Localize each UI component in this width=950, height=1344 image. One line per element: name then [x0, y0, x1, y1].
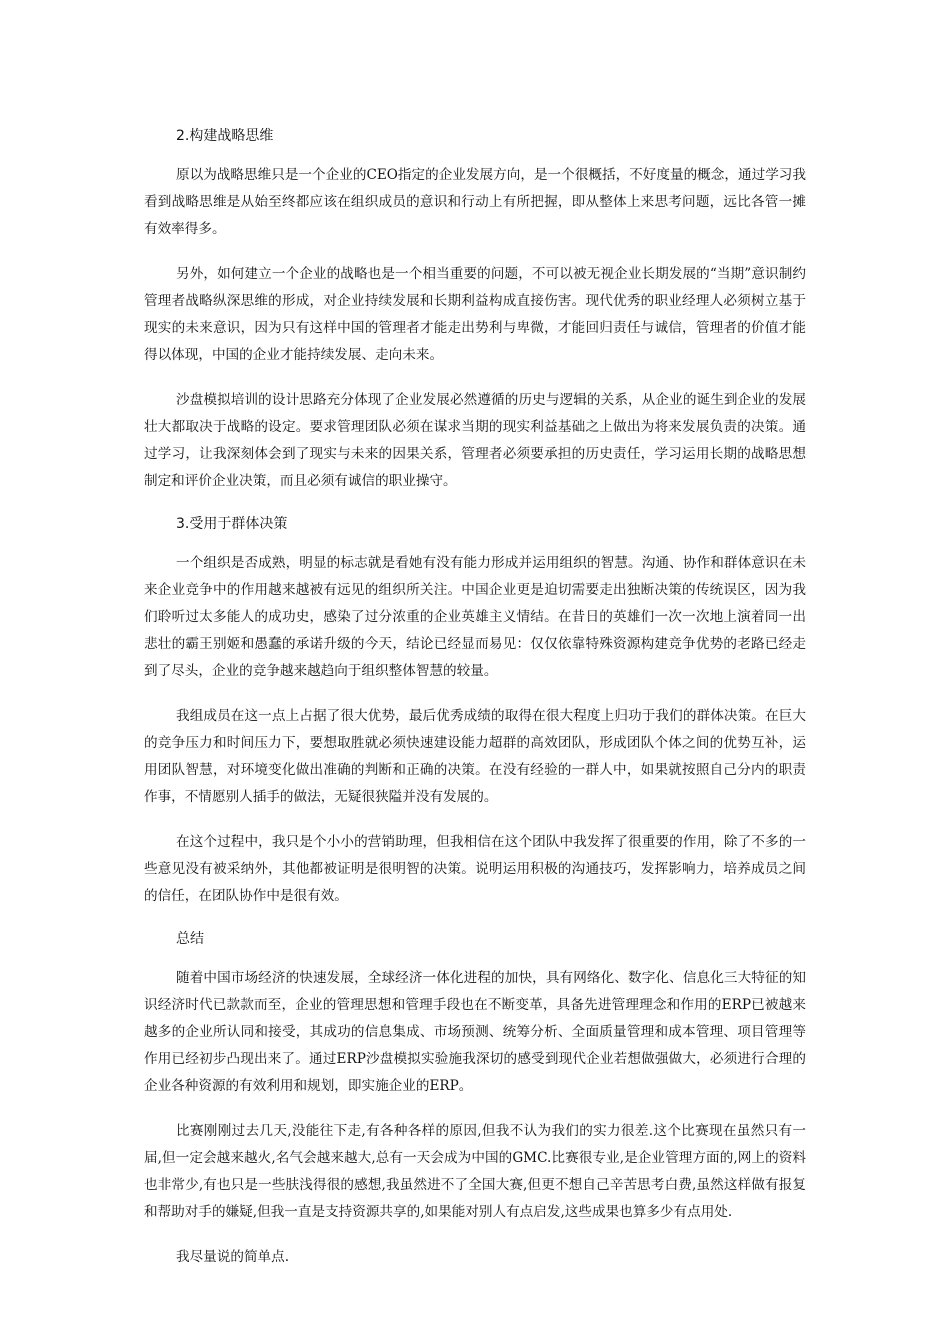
- paragraph-group-2: 我组成员在这一点上占据了很大优势，最后优秀成绩的取得在很大程度上归功于我们的群体决策。在巨大的竞争压力和时间压力下，要想取胜就必须快速建设能力超群的高效团队，形成团队个体之间的优势互补，运用团队智慧，对环境变化做出准确的判断和正确的决策。在没有经验的一群人中，如果就按照自己分内的职责作事，不情愿别人插手的做法，无疑很狭隘并没有发展的。: [144, 708, 806, 805]
- paragraph-strategy-3: 沙盘模拟培训的设计思路充分体现了企业发展必然遵循的历史与逻辑的关系，从企业的诞生到企业的发展壮大都取决于战略的设定。要求管理团队必须在谋求当期的现实利益基础之上做出为将来发展负责的决策。通过学习，让我深刻体会到了现实与未来的因果关系，管理者必须要承担的历史责任，学习运用长期的战略思想制定和评价企业决策，而且必须有诚信的职业操守。: [144, 392, 806, 489]
- document-page: [144, 125, 806, 1289]
- paragraph-group-3: 在这个过程中，我只是个小小的营销助理，但我相信在这个团队中我发挥了很重要的作用，除了不多的一些意见没有被采纳外，其他都被证明是很明智的决策。说明运用积极的沟通技巧，发挥影响力，培养成员之间的信任，在团队协作中是很有效。: [144, 834, 806, 904]
- section-heading-summary: 总结: [176, 931, 204, 947]
- section-heading-group-decision: 3.受用于群体决策: [176, 516, 288, 532]
- paragraph-summary-2: 比赛刚刚过去几天,没能往下走,有各种各样的原因,但我不认为我们的实力很差.这个比赛现在虽然只有一届,但一定会越来越火,名气会越来越大,总有一天会成为中国的GMC.比赛很专业,是企业管理方面的,网上的资料也非常少,有也只是一些肤浅得很的感想,我虽然进不了全国大赛,但更不想自己辛苦思考白费,虽然这样做有报复和帮助对手的嫌疑,但我一直是支持资源共享的,如果能对别人有点启发,这些成果也算多少有点用处.: [144, 1123, 806, 1220]
- paragraph-group-1: 一个组织是否成熟，明显的标志就是看她有没有能力形成并运用组织的智慧。沟通、协作和群体意识在未来企业竞争中的作用越来越被有远见的组织所关注。中国企业更是迫切需要走出独断决策的传统误区，因为我们聆听过太多能人的成功史，感染了过分浓重的企业英雄主义情结。在昔日的英雄们一次一次地上演着同一出悲壮的霸王别姬和愚蠢的承诺升级的今天，结论已经显而易见：仅仅依靠特殊资源构建竞争优势的老路已经走到了尽头，企业的竞争越来越趋向于组织整体智慧的较量。: [144, 555, 806, 679]
- paragraph-strategy-2: 另外，如何建立一个企业的战略也是一个相当重要的问题，不可以被无视企业长期发展的“当期”意识制约管理者战略纵深思维的形成，对企业持续发展和长期利益构成直接伤害。现代优秀的职业经理人必须树立基于现实的未来意识，因为只有这样中国的管理者才能走出势利与卑微，才能回归责任与诚信，管理者的价值才能得以体现，中国的企业才能持续发展、走向未来。: [144, 266, 806, 363]
- section-heading-strategy: 2.构建战略思维: [176, 128, 274, 144]
- paragraph-summary-1: 随着中国市场经济的快速发展，全球经济一体化进程的加快，具有网络化、数字化、信息化三大特征的知识经济时代已款款而至，企业的管理思想和管理手段也在不断变革，具备先进管理理念和作用的ERP已被越来越多的企业所认同和接受，其成功的信息集成、市场预测、统筹分析、全面质量管理和成本管理、项目管理等作用已经初步凸现出来了。通过ERP沙盘模拟实验施我深切的感受到现代企业若想做强做大，必须进行合理的企业各种资源的有效利用和规划，即实施企业的ERP。: [144, 970, 806, 1094]
- paragraph-summary-3: 我尽量说的简单点.: [176, 1249, 290, 1265]
- paragraph-strategy-1: 原以为战略思维只是一个企业的CEO指定的企业发展方向，是一个很概括，不好度量的概念，通过学习我看到战略思维是从始至终都应该在组织成员的意识和行动上有所把握，即从整体上来思考问题，远比各管一摊有效率得多。: [144, 167, 806, 237]
